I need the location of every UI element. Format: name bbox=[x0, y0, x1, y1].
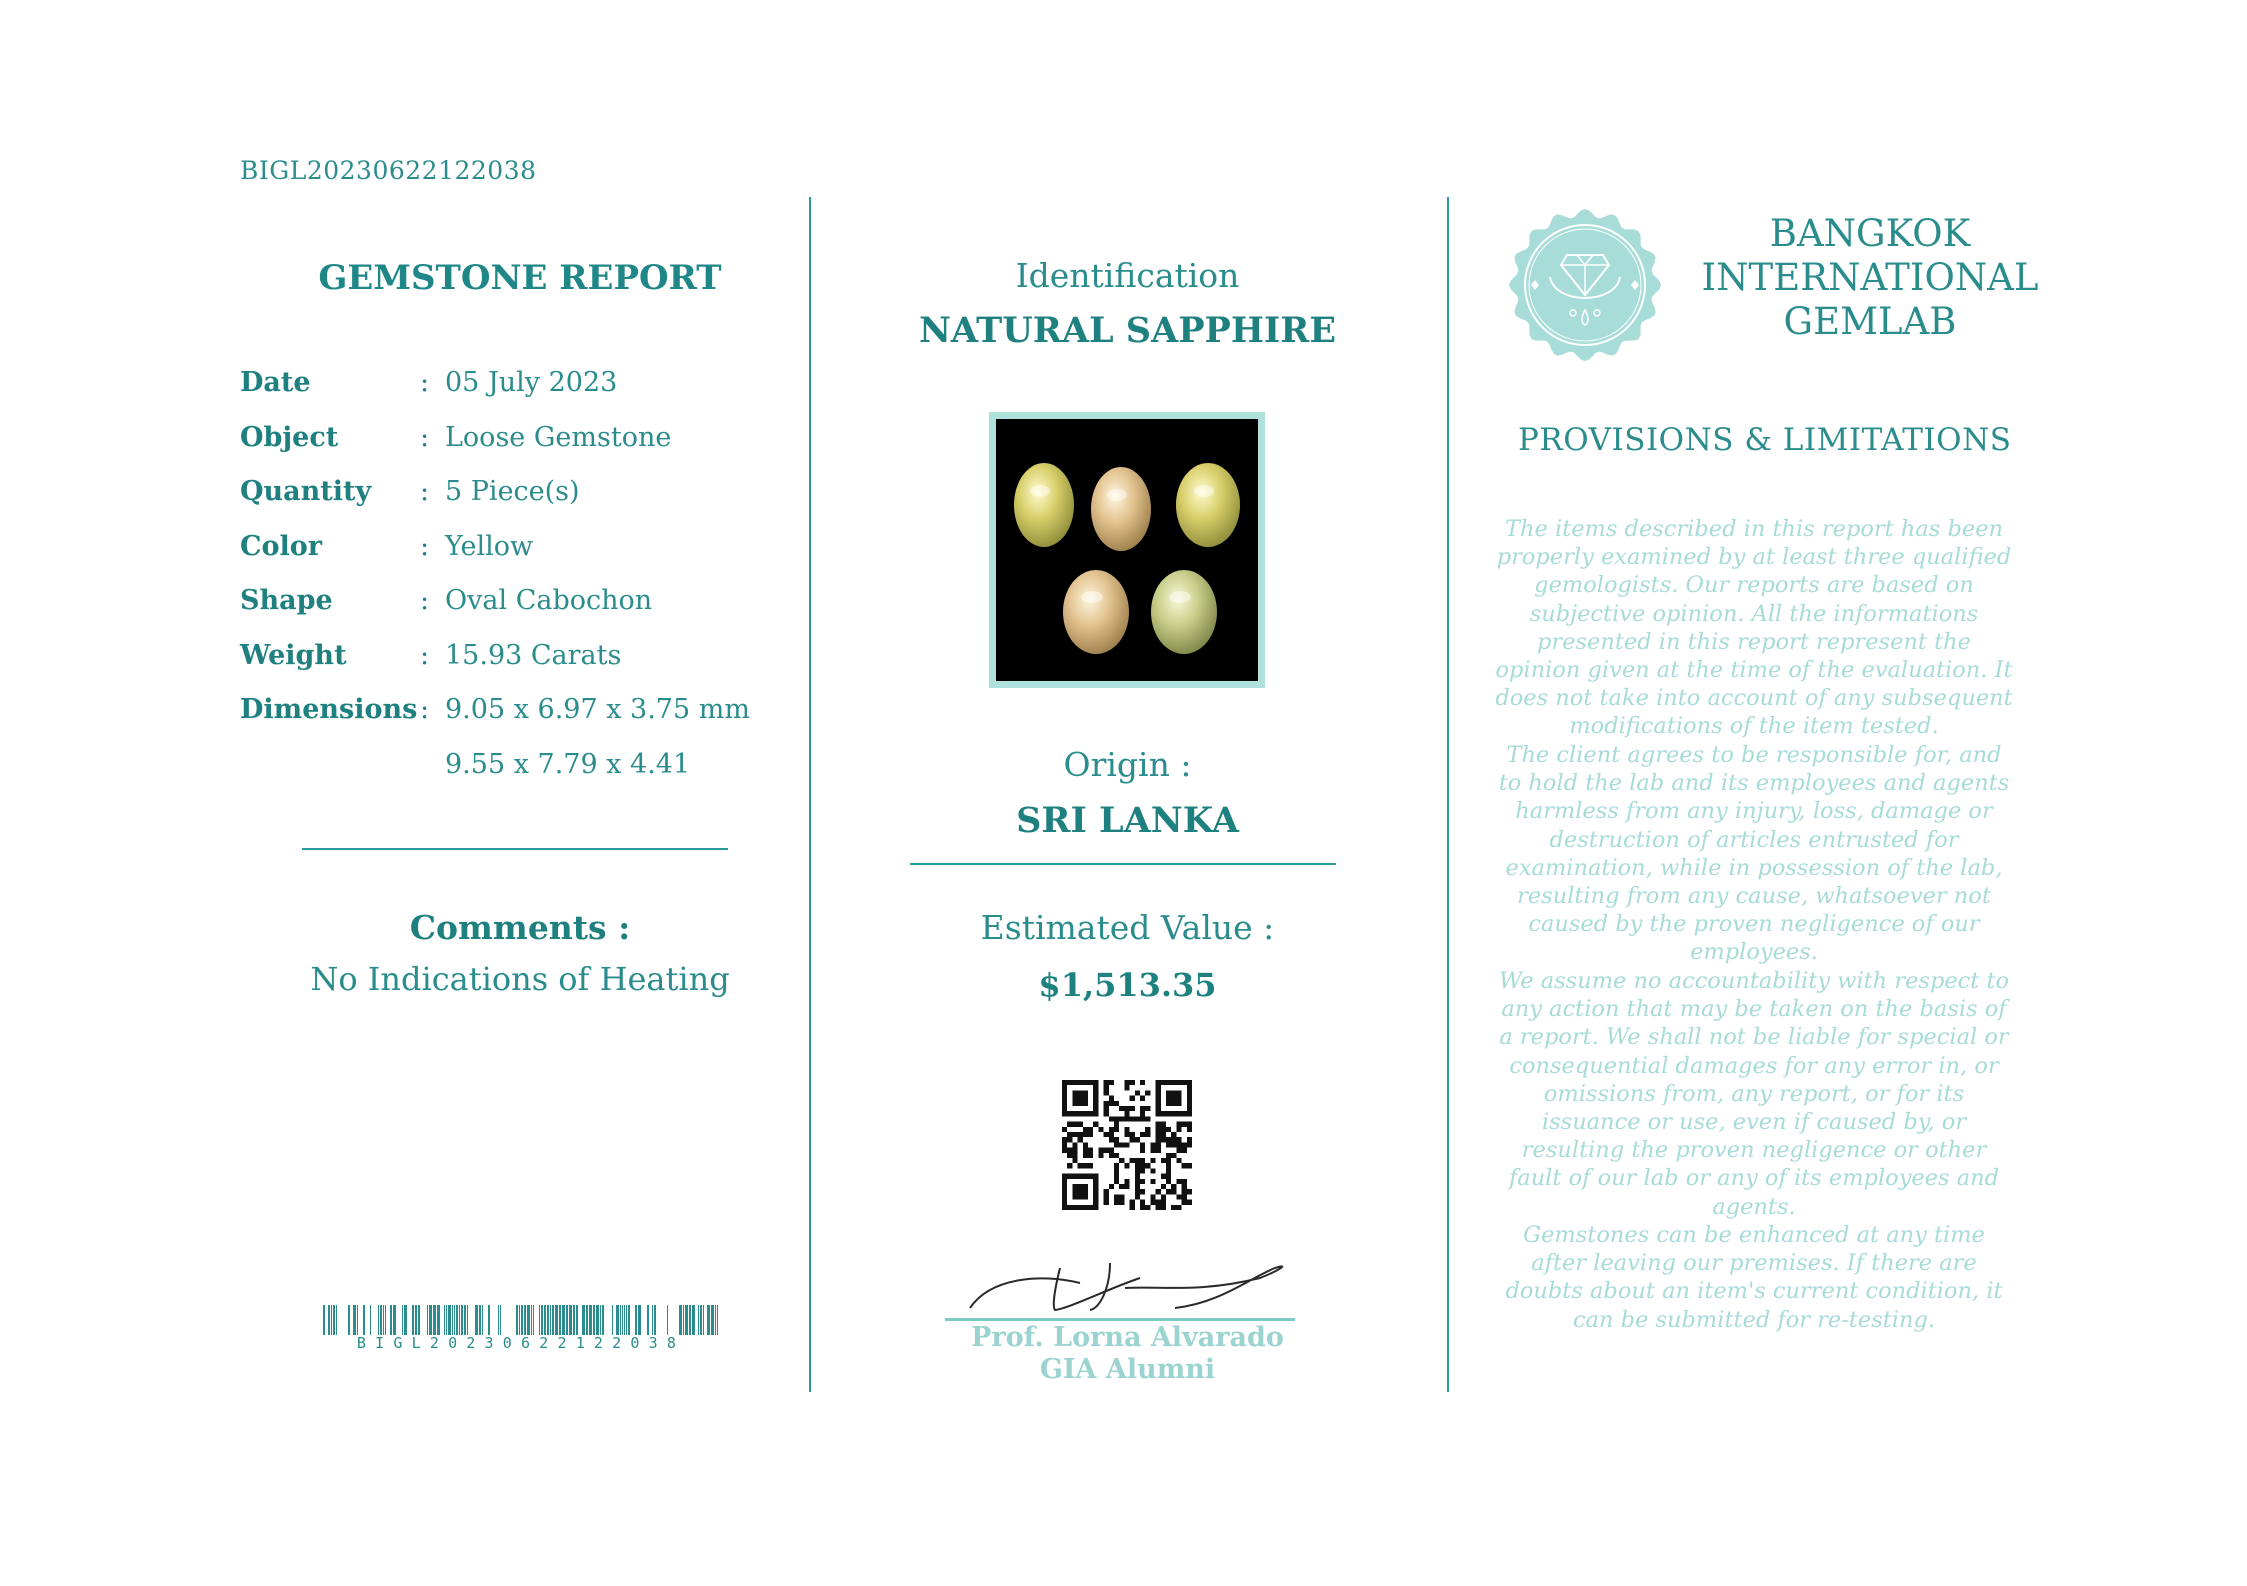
detail-value: 9.05 x 6.97 x 3.75 mm bbox=[445, 694, 750, 725]
provision-paragraph-2: The client agrees to be responsible for, and to hold the lab and its employees and agents harmless from any injury, loss, damage or destruction of articles entrusted for examination, while in possession of the lab, resulting from any cause, whatsoever not caused by the proven negligence of our employees. bbox=[1498, 742, 2010, 966]
report-serial-number: BIGL20230622122038 bbox=[240, 156, 537, 185]
detail-value: 05 July 2023 bbox=[445, 367, 618, 398]
detail-colon: : bbox=[420, 476, 430, 507]
signature-line bbox=[945, 1318, 1295, 1321]
detail-colon: : bbox=[420, 585, 430, 616]
detail-colon: : bbox=[420, 639, 430, 671]
detail-label: Shape bbox=[240, 585, 333, 616]
gemstone-5 bbox=[1151, 570, 1217, 654]
detail-row-dimensions-extra bbox=[240, 749, 800, 804]
provision-paragraph-4: Gemstones can be enhanced at any time after leaving our premises. If there are doubts about an item's current condition, it can be submitted for re-testing. bbox=[1505, 1222, 2003, 1333]
detail-value: Loose Gemstone bbox=[445, 421, 672, 453]
detail-row-shape bbox=[240, 585, 800, 640]
detail-row-date bbox=[240, 367, 800, 422]
signer-name: Prof. Lorna Alvarado bbox=[971, 1322, 1284, 1353]
detail-value: Yellow bbox=[445, 530, 534, 562]
lab-name-line-3: GEMLAB bbox=[1783, 300, 1957, 343]
lab-name-line-1: BANGKOK bbox=[1769, 212, 1971, 255]
column-divider-right bbox=[1447, 197, 1449, 1392]
detail-value: Oval Cabochon bbox=[445, 585, 653, 616]
detail-row-object bbox=[240, 422, 800, 477]
detail-row-quantity bbox=[240, 476, 800, 531]
detail-value: 5 Piece(s) bbox=[445, 476, 580, 507]
center-divider bbox=[910, 863, 1336, 865]
column-divider-left bbox=[809, 197, 811, 1392]
lab-name-line-2: INTERNATIONAL bbox=[1701, 256, 2039, 299]
gemstones-image bbox=[996, 419, 1258, 681]
detail-value: 9.55 x 7.79 x 4.41 bbox=[445, 748, 691, 780]
identification-value: NATURAL SAPPHIRE bbox=[918, 310, 1337, 351]
qr-code-icon bbox=[1062, 1080, 1192, 1210]
detail-colon: : bbox=[420, 530, 430, 562]
signer-title: GIA Alumni bbox=[1039, 1354, 1216, 1385]
detail-row-weight bbox=[240, 640, 800, 695]
detail-colon: : bbox=[420, 694, 430, 725]
detail-colon: : bbox=[420, 421, 430, 453]
gemstone-3 bbox=[1176, 463, 1240, 547]
comments-value: No Indications of Heating bbox=[310, 960, 730, 998]
gemstone-photo bbox=[989, 412, 1265, 688]
detail-label: Dimensions bbox=[240, 694, 418, 725]
signature-image bbox=[960, 1248, 1290, 1318]
gem-seal-icon bbox=[1505, 205, 1665, 365]
signer-block bbox=[810, 1322, 1445, 1386]
lab-name bbox=[1690, 212, 2050, 344]
origin-label: Origin : bbox=[1063, 745, 1192, 784]
gemstone-4 bbox=[1063, 570, 1129, 654]
provision-paragraph-1: The items described in this report has been properly examined by at least three qualified gemologists. Our reports are based on subjective opinion. All the informations presented in this report represent the opinion given at the time of the evaluation. It does not take into account of any subsequent modifications of the item tested. bbox=[1495, 516, 2013, 740]
detail-row-color bbox=[240, 531, 800, 586]
detail-colon: : bbox=[420, 367, 430, 398]
estimated-value: $1,513.35 bbox=[1038, 966, 1217, 1004]
comments-label: Comments : bbox=[409, 908, 631, 947]
left-divider bbox=[302, 848, 728, 850]
detail-label: Object bbox=[240, 421, 339, 453]
barcode-icon bbox=[323, 1305, 719, 1335]
detail-row-dimensions bbox=[240, 694, 800, 749]
barcode-text: BIGL20230622122038 bbox=[356, 1334, 686, 1352]
gem-details-list bbox=[240, 367, 800, 803]
provisions-title: PROVISIONS & LIMITATIONS bbox=[1518, 422, 2012, 458]
gemstone-1 bbox=[1014, 463, 1074, 547]
detail-label: Quantity bbox=[240, 476, 372, 507]
detail-value: 15.93 Carats bbox=[445, 639, 622, 671]
provision-paragraph-3: We assume no accountability with respect to any action that may be taken on the basis of a report. We shall not be liable for special or consequential damages for any error in, or omissions from, any report, or for its issuance or use, even if caused by, or resulting the proven negligence or other fault of our lab or any of its employees and agents. bbox=[1498, 968, 2010, 1220]
origin-value: SRI LANKA bbox=[1016, 800, 1239, 841]
detail-label: Date bbox=[240, 367, 311, 398]
detail-label: Weight bbox=[240, 639, 347, 671]
gemstone-2 bbox=[1091, 467, 1151, 551]
report-title: GEMSTONE REPORT bbox=[318, 258, 722, 298]
estimated-value-label: Estimated Value : bbox=[980, 908, 1275, 947]
identification-label: Identification bbox=[1015, 256, 1240, 295]
photo-background bbox=[996, 419, 1258, 681]
detail-label: Color bbox=[240, 530, 322, 562]
